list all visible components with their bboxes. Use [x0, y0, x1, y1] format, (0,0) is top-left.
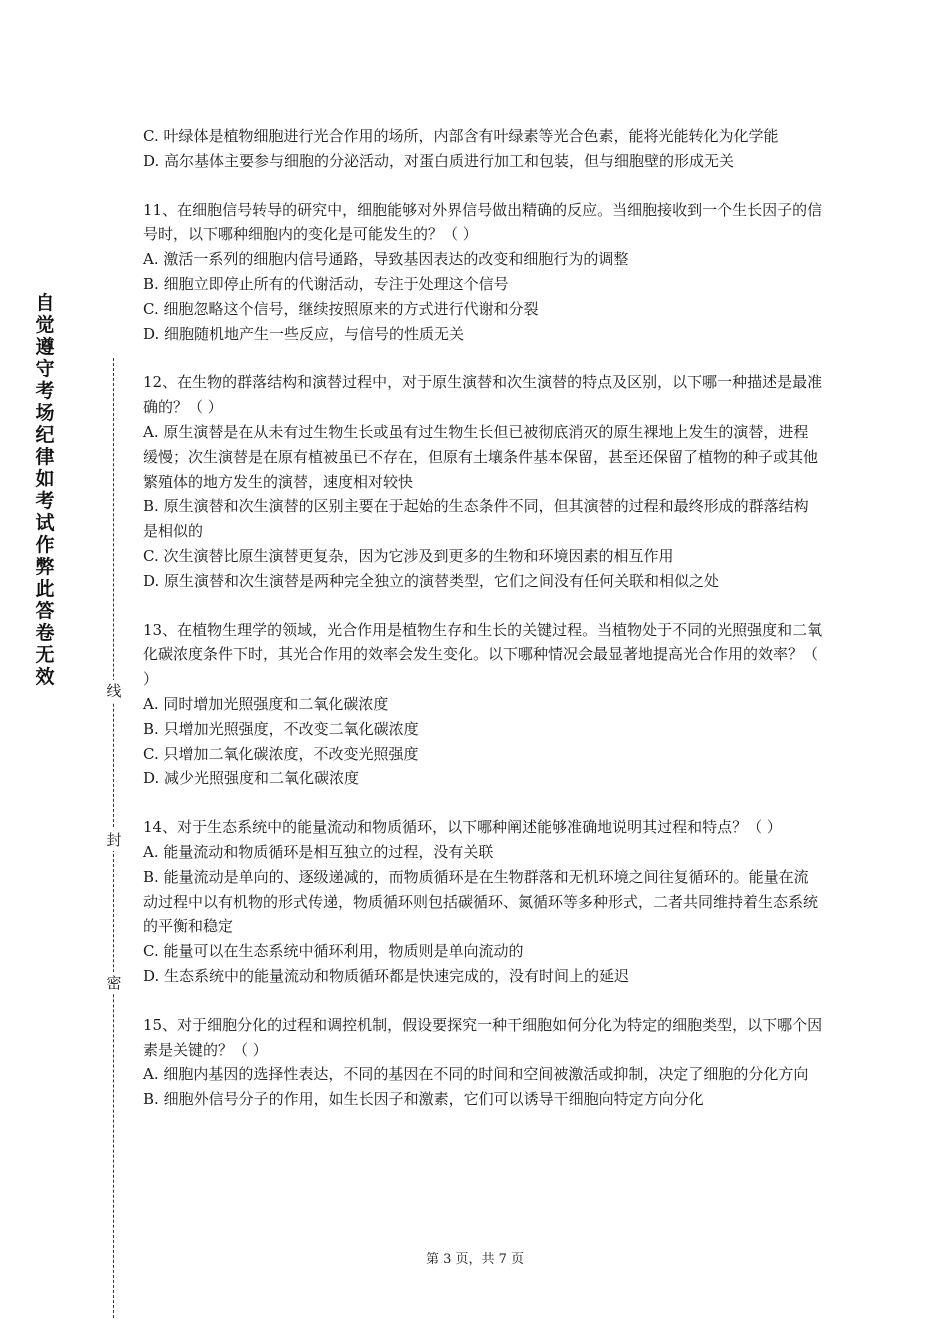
option-label: A.: [143, 1065, 159, 1084]
option-text: 能量可以在生态系统中循环利用，物质则是单向流动的: [163, 942, 524, 961]
question-number: 13、: [143, 620, 178, 639]
option-label: A.: [143, 250, 159, 269]
option-text: 生态系统中的能量流动和物质循环都是快速完成的，没有时间上的延迟: [164, 966, 630, 985]
option-text: 细胞忽略这个信号，继续按照原来的方式进行代谢和分裂: [163, 299, 539, 318]
question-text: 对于生态系统中的能量流动和物质循环，以下哪种阐述能够准确地说明其过程和特点？（ ）: [177, 818, 782, 837]
option-label: C.: [143, 942, 159, 961]
option-text: 能量流动和物质循环是相互独立的过程，没有关联: [163, 842, 494, 861]
option-b: [143, 494, 823, 544]
option-b: [143, 865, 823, 939]
option-text: 同时增加光照强度和二氧化碳浓度: [163, 694, 389, 713]
option-label: B.: [143, 497, 159, 516]
question-12: [143, 370, 823, 593]
option-text: 激活一系列的细胞内信号通路，导致基因表达的改变和细胞行为的调整: [163, 250, 629, 269]
question-number: 11、: [143, 200, 178, 219]
question-10-carryover: [143, 124, 823, 174]
option-c: [143, 742, 823, 767]
option-label: B.: [143, 274, 159, 293]
option-text: 能量流动是单向的、逐级递减的，而物质循环是在生物群落和无机环境之间往复循环的。能量在流动过程中以有机物的形式传递，物质循环则包括碳循环、氮循环等多种形式，二者共同维持着生态系统的平衡和稳定: [143, 867, 819, 936]
option-a: [143, 840, 823, 865]
option-text: 原生演替和次生演替是两种完全独立的演替类型，它们之间没有任何关联和相似之处: [164, 571, 720, 590]
option-c: [143, 939, 823, 964]
option-label: B.: [143, 1090, 159, 1109]
binding-label-mi: 密: [104, 972, 124, 994]
option-label: A.: [143, 694, 159, 713]
option-c: [143, 124, 823, 149]
question-number: 15、: [143, 1015, 178, 1034]
question-text: 在生物的群落结构和演替过程中，对于原生演替和次生演替的特点及区别，以下哪一种描述是最准确的？（ ）: [143, 373, 823, 417]
option-text: 只增加光照强度，不改变二氧化碳浓度: [163, 719, 419, 738]
question-stem: [143, 198, 823, 248]
option-d: [143, 322, 823, 347]
option-label: D.: [143, 151, 160, 170]
option-label: C.: [143, 299, 159, 318]
question-text: 在细胞信号转导的研究中，细胞能够对外界信号做出精确的反应。当细胞接收到一个生长因子的信号时，以下哪种细胞内的变化是可能发生的？（ ）: [143, 200, 823, 244]
option-b: [143, 1087, 823, 1112]
option-text: 细胞外信号分子的作用，如生长因子和激素，它们可以诱导干细胞向特定方向分化: [163, 1090, 704, 1109]
binding-label-feng: 封: [104, 829, 124, 851]
page-number-footer: 第 3 页，共 7 页: [425, 1252, 525, 1267]
question-number: 12、: [143, 373, 178, 392]
option-text: 高尔基体主要参与细胞的分泌活动，对蛋白质进行加工和包装，但与细胞壁的形成无关: [164, 151, 735, 170]
option-label: B.: [143, 867, 159, 886]
option-label: B.: [143, 719, 159, 738]
option-c: [143, 297, 823, 322]
option-a: [143, 247, 823, 272]
option-text: 细胞内基因的选择性表达，不同的基因在不同的时间和空间被激活或抑制，决定了细胞的分化方向: [163, 1065, 809, 1084]
option-c: [143, 544, 823, 569]
option-label: D.: [143, 769, 160, 788]
option-text: 次生演替比原生演替更复杂，因为它涉及到更多的生物和环境因素的相互作用: [163, 546, 674, 565]
option-a: [143, 1062, 823, 1087]
question-stem: [143, 370, 823, 420]
question-stem: [143, 815, 823, 840]
option-d: [143, 569, 823, 594]
question-13: [143, 618, 823, 792]
question-15: [143, 1013, 823, 1112]
option-label: C.: [143, 127, 159, 145]
question-11: [143, 198, 823, 347]
option-b: [143, 272, 823, 297]
option-text: 原生演替和次生演替的区别主要在于起始的生态条件不同，但其演替的过程和最终形成的群落结构是相似的: [143, 497, 809, 541]
option-text: 减少光照强度和二氧化碳浓度: [164, 769, 360, 788]
question-content: [143, 124, 823, 1136]
option-label: C.: [143, 546, 159, 565]
option-d: [143, 766, 823, 791]
question-14: [143, 815, 823, 989]
option-b: [143, 717, 823, 742]
option-text: 细胞立即停止所有的代谢活动，专注于处理这个信号: [163, 274, 509, 293]
option-label: A.: [143, 422, 159, 441]
option-a: [143, 692, 823, 717]
option-label: C.: [143, 744, 159, 763]
option-d: [143, 149, 823, 174]
binding-label-xian: 线: [104, 680, 124, 702]
option-a: [143, 420, 823, 494]
option-text: 只增加二氧化碳浓度，不改变光照强度: [163, 744, 419, 763]
option-text: 细胞随机地产生一些反应，与信号的性质无关: [164, 324, 465, 343]
side-warning: 自觉遵守考场纪律如考试作弊此答卷无效: [35, 292, 55, 688]
question-stem: [143, 618, 823, 692]
question-text: 对于细胞分化的过程和调控机制，假设要探究一种干细胞如何分化为特定的细胞类型，以下哪个因素是关键的？（ ）: [143, 1015, 823, 1059]
question-text: 在植物生理学的领域，光合作用是植物生存和生长的关键过程。当植物处于不同的光照强度和二氧化碳浓度条件下时，其光合作用的效率会发生变化。以下哪种情况会最显著地提高光合作用的效率？（ ）: [143, 620, 823, 689]
option-text: 原生演替是在从未有过生物生长或虽有过生物生长但已被彻底消灭的原生裸地上发生的演替，进程缓慢；次生演替是在原有植被虽已不存在，但原有土壤条件基本保留，甚至还保留了植物的种子或其他繁殖体的地方发生的演替，速度相对较快: [143, 422, 819, 491]
option-label: A.: [143, 842, 159, 861]
option-d: [143, 964, 823, 989]
option-label: D.: [143, 324, 160, 343]
option-text: 叶绿体是植物细胞进行光合作用的场所，内部含有叶绿素等光合色素，能将光能转化为化学能: [163, 127, 779, 145]
option-label: D.: [143, 966, 160, 985]
question-stem: [143, 1013, 823, 1063]
option-label: D.: [143, 571, 160, 590]
question-number: 14、: [143, 818, 178, 837]
